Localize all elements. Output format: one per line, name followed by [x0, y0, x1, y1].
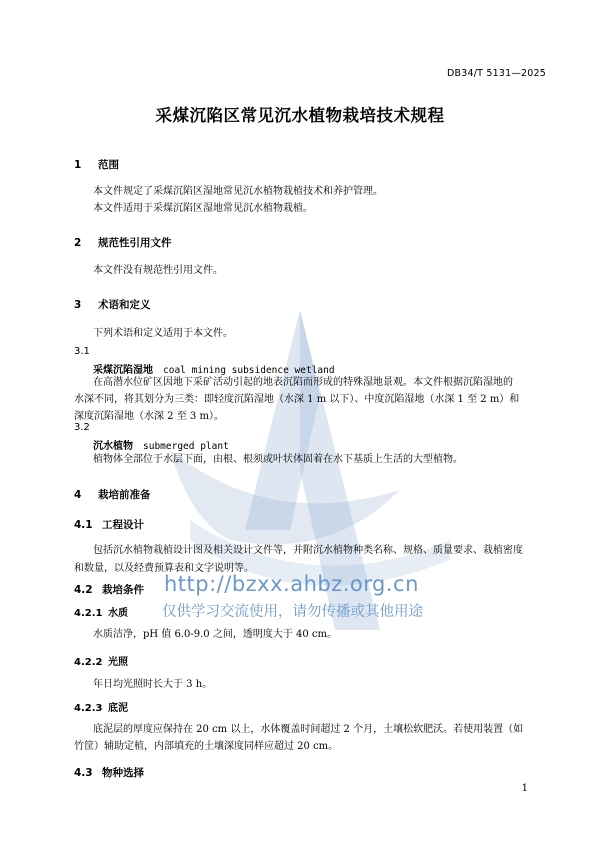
subsection-title: 物种选择	[102, 767, 144, 779]
subsection-title: 水质	[108, 608, 128, 619]
paragraph: 水质洁净，pH 值 6.0-9.0 之间，透明度大于 40 cm。	[93, 629, 338, 640]
term-chinese: 沉水植物	[93, 441, 133, 452]
paragraph: 和数量，以及经费预算表和文字说明等。	[74, 563, 254, 574]
paragraph: 本文件规定了采煤沉陷区湿地常见沉水植物栽植技术和养护管理。	[93, 186, 383, 197]
subsection-title: 光照	[108, 657, 128, 668]
watermark-note: 仅供学习交流使用，请勿传播或其他用途	[162, 604, 423, 620]
section-number: 2	[74, 237, 82, 249]
term-english: coal mining subsidence wetland	[163, 365, 335, 376]
paragraph: 本文件没有规范性引用文件。	[93, 265, 223, 276]
term-number: 3.2	[74, 422, 90, 433]
term-chinese: 采煤沉陷湿地	[93, 365, 153, 376]
definition-line: 水深不同，将其划分为三类：即轻度沉陷湿地（水深 1 m 以下）、中度沉陷湿地（水深 1 至 2 m）和	[74, 394, 520, 405]
paragraph: 年日均光照时长大于 3 h。	[93, 679, 213, 690]
section-1-heading	[74, 157, 119, 172]
subsection-4-3-heading	[74, 765, 144, 780]
paragraph: 本文件适用于采煤沉陷区湿地常见沉水植物栽植。	[93, 203, 313, 214]
section-number: 3	[74, 299, 82, 311]
subsection-4-1-heading	[74, 517, 144, 532]
subsection-title: 栽培条件	[102, 584, 144, 596]
section-2-heading	[74, 235, 172, 250]
section-4-heading	[74, 487, 151, 502]
subsection-4-2-1-heading	[74, 604, 128, 619]
section-title: 术语和定义	[98, 299, 151, 311]
subsection-4-2-2-heading	[74, 653, 128, 668]
term-number: 3.1	[74, 346, 90, 357]
subsection-number: 4.2	[74, 584, 93, 596]
section-number: 1	[74, 159, 82, 171]
term-entry	[93, 437, 229, 452]
subsection-title: 底泥	[108, 703, 128, 714]
subsection-4-2-heading	[74, 582, 144, 597]
subsection-number: 4.1	[74, 519, 93, 531]
section-title: 范围	[98, 159, 119, 171]
subsection-number: 4.3	[74, 767, 93, 779]
subsection-number: 4.2.3	[74, 703, 103, 714]
paragraph: 下列术语和定义适用于本文件。	[93, 328, 233, 339]
watermark-url: http://bzxx.ahbz.org.cn	[164, 572, 419, 596]
document-title: 采煤沉陷区常见沉水植物栽培技术规程	[155, 106, 445, 125]
subsection-4-2-3-heading	[74, 699, 128, 714]
paragraph: 包括沉水植物栽植设计图及相关设计文件等，并附沉水植物种类名称、规格、质量要求、栽植密度	[93, 545, 523, 556]
subsection-title: 工程设计	[102, 519, 144, 531]
subsection-number: 4.2.1	[74, 608, 103, 619]
paragraph: 底泥层的厚度应保持在 20 cm 以上，水体覆盖时间超过 2 个月，土壤松软肥沃。若使用装置（如	[93, 724, 524, 735]
section-number: 4	[74, 489, 82, 501]
definition-line: 深度沉陷湿地（水深 2 至 3 m）。	[74, 411, 224, 422]
subsection-number: 4.2.2	[74, 657, 103, 668]
definition-line: 植物体全部位于水层下面，由根、根须或叶状体固着在水下基质上生活的大型植物。	[93, 454, 463, 465]
document-code: DB34/T 5131—2025	[447, 68, 546, 79]
section-3-heading	[74, 297, 151, 312]
definition-line: 在高潜水位矿区因地下采矿活动引起的地表沉陷而形成的特殊湿地景观。本文件根据沉陷湿地的	[93, 377, 513, 388]
section-title: 栽培前准备	[98, 489, 151, 501]
paragraph: 竹筐）辅助定植，内部填充的土壤深度同样应超过 20 cm。	[74, 741, 339, 752]
page-number: 1	[521, 783, 528, 794]
term-english: submerged plant	[143, 441, 229, 452]
section-title: 规范性引用文件	[98, 237, 172, 249]
